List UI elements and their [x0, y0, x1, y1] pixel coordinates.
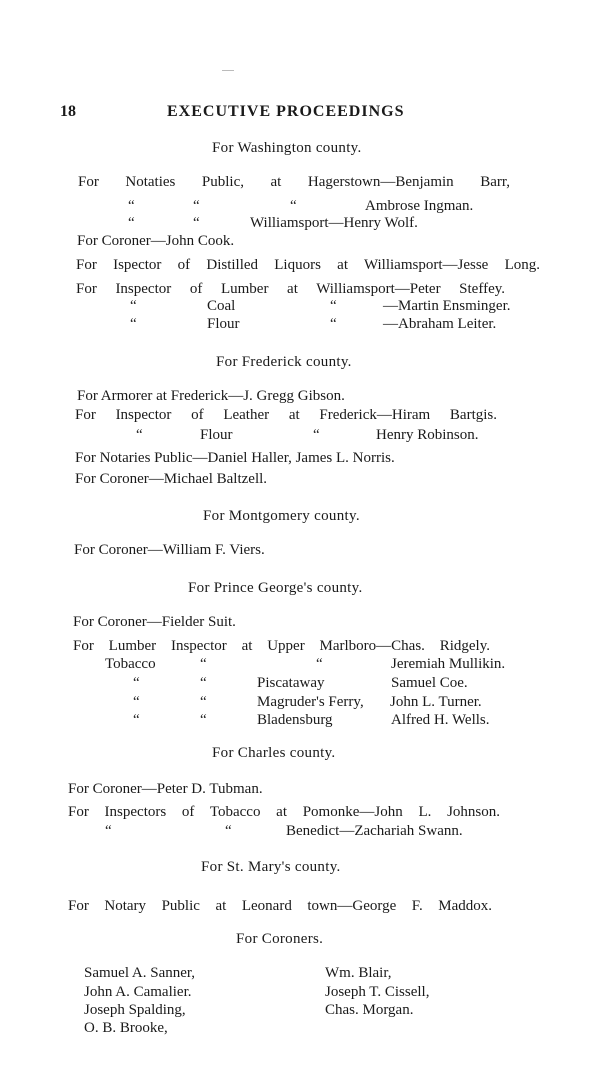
ditto-mark: “: [200, 675, 207, 691]
section-heading: For Frederick county.: [216, 354, 352, 370]
entry-text: For Armorer at Frederick—J. Gregg Gibson.: [77, 388, 345, 404]
entry-text: John L. Turner.: [390, 694, 482, 710]
section-heading: For Charles county.: [212, 745, 336, 761]
entry-text: For Notary Public at Leonard town—George F. Maddox.: [68, 898, 492, 914]
ditto-mark: “: [193, 198, 200, 214]
section-heading: For Montgomery county.: [203, 508, 360, 524]
ditto-mark: “: [193, 215, 200, 231]
entry-text: For Notaties Public, at Hagerstown—Benjamin Barr,: [78, 174, 510, 190]
entry-text: Jeremiah Mullikin.: [391, 656, 506, 672]
entry-text: For Coroner—John Cook.: [77, 233, 235, 249]
entry-text: For Inspector of Leather at Frederick—Hiram Bartgis.: [75, 407, 497, 423]
ditto-mark: “: [130, 298, 137, 314]
section-heading: For Washington county.: [212, 140, 362, 156]
ditto-mark: “: [130, 316, 137, 332]
ditto-mark: “: [136, 427, 143, 443]
entry-text: Samuel Coe.: [391, 675, 468, 691]
entry-text: Joseph Spalding,: [84, 1002, 186, 1018]
ditto-mark: “: [316, 656, 323, 672]
entry-text: For Inspectors of Tobacco at Pomonke—John L. Johnson.: [68, 804, 500, 820]
entry-text: Magruder's Ferry,: [257, 694, 364, 710]
section-heading: For St. Mary's county.: [201, 859, 341, 875]
entry-text: Chas. Morgan.: [325, 1002, 414, 1018]
entry-text: For Notaries Public—Daniel Haller, James L. Norris.: [75, 450, 395, 466]
top-rule: [222, 70, 234, 71]
entry-text: Henry Robinson.: [376, 427, 479, 443]
entry-text: For Lumber Inspector at Upper Marlboro—Chas. Ridgely.: [73, 638, 490, 654]
entry-text: O. B. Brooke,: [84, 1020, 168, 1036]
entry-text: Samuel A. Sanner,: [84, 965, 196, 981]
entry-text: Williamsport—Henry Wolf.: [250, 215, 418, 231]
entry-text: For Coroner—Peter D. Tubman.: [68, 781, 263, 797]
entry-text: Benedict—Zachariah Swann.: [286, 823, 463, 839]
entry-text: —Abraham Leiter.: [383, 316, 497, 332]
entry-text: For Inspector of Lumber at Williamsport—Peter Steffey.: [76, 281, 505, 297]
section-heading: For Coroners.: [236, 931, 324, 947]
ditto-mark: “: [133, 694, 140, 710]
entry-text: For Coroner—Michael Baltzell.: [75, 471, 268, 487]
running-head: EXECUTIVE PROCEEDINGS: [167, 103, 405, 120]
ditto-mark: “: [290, 198, 297, 214]
ditto-mark: “: [133, 712, 140, 728]
entry-text: Ambrose Ingman.: [365, 198, 474, 214]
entry-text: For Ispector of Distilled Liquors at Williamsport—Jesse Long.: [76, 257, 540, 273]
ditto-mark: “: [330, 316, 337, 332]
ditto-mark: “: [200, 694, 207, 710]
section-heading: For Prince George's county.: [188, 580, 363, 596]
entry-text: Flour: [207, 316, 240, 332]
entry-text: John A. Camalier.: [84, 984, 192, 1000]
page-number: 18: [60, 103, 76, 120]
ditto-mark: “: [133, 675, 140, 691]
entry-text: Joseph T. Cissell,: [325, 984, 430, 1000]
entry-text: Tobacco: [105, 656, 156, 672]
entry-text: Alfred H. Wells.: [391, 712, 490, 728]
entry-text: Piscataway: [257, 675, 325, 691]
entry-text: Flour: [200, 427, 233, 443]
entry-text: —Martin Ensminger.: [383, 298, 511, 314]
ditto-mark: “: [200, 656, 207, 672]
ditto-mark: “: [128, 198, 135, 214]
ditto-mark: “: [313, 427, 320, 443]
entry-text: Bladensburg: [257, 712, 333, 728]
ditto-mark: “: [225, 823, 232, 839]
entry-text: Coal: [207, 298, 236, 314]
ditto-mark: “: [200, 712, 207, 728]
entry-text: For Coroner—Fielder Suit.: [73, 614, 236, 630]
ditto-mark: “: [105, 823, 112, 839]
ditto-mark: “: [128, 215, 135, 231]
entry-text: Wm. Blair,: [325, 965, 392, 981]
entry-text: For Coroner—William F. Viers.: [74, 542, 265, 558]
ditto-mark: “: [330, 298, 337, 314]
